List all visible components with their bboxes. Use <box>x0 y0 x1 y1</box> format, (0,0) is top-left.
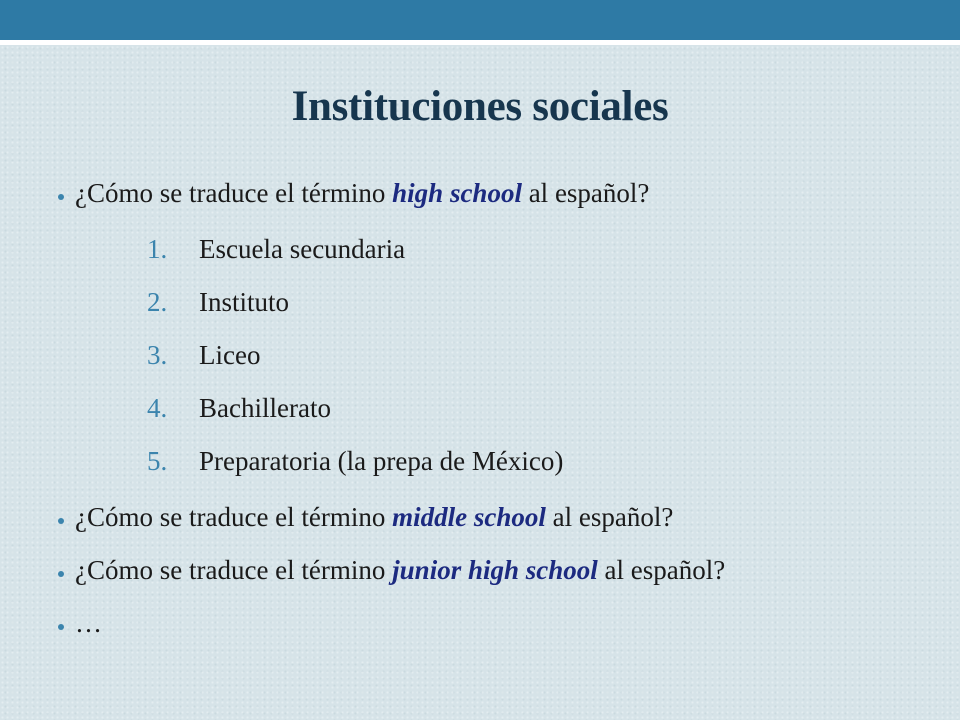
question-prefix: ¿Cómo se traduce el término <box>75 178 393 208</box>
slide-title: Instituciones sociales <box>291 83 669 130</box>
list-item-text: Instituto <box>199 287 290 317</box>
list-item-2 <box>147 287 289 318</box>
question-prefix: ¿Cómo se traduce el término <box>75 555 393 585</box>
question-suffix: al español? <box>521 178 650 208</box>
list-number: 4. <box>147 393 168 423</box>
list-item-1 <box>147 234 405 265</box>
ellipsis-text: … <box>75 608 102 638</box>
list-number: 1. <box>147 234 168 264</box>
list-item-text: Escuela secundaria <box>199 234 406 264</box>
list-item-text: Liceo <box>199 340 261 370</box>
bullet-dot-icon <box>58 624 64 630</box>
list-item-4 <box>147 393 331 424</box>
bullet-dot-icon <box>58 571 64 577</box>
term-high-school: high school <box>392 178 522 208</box>
question-suffix: al español? <box>545 502 674 532</box>
term-junior-high-school: junior high school <box>392 555 598 585</box>
list-number: 2. <box>147 287 168 317</box>
term-middle-school: middle school <box>392 502 546 532</box>
bullet-text <box>75 555 725 586</box>
list-number: 3. <box>147 340 168 370</box>
bullet-text <box>75 502 673 533</box>
list-number: 5. <box>147 446 168 476</box>
bullet-text <box>75 178 649 209</box>
question-suffix: al español? <box>597 555 726 585</box>
list-item-text: Bachillerato <box>199 393 331 423</box>
bullet-dot-icon <box>58 518 64 524</box>
question-prefix: ¿Cómo se traduce el término <box>75 502 393 532</box>
list-item-3 <box>147 340 260 371</box>
list-item-text: Preparatoria (la prepa de México) <box>199 446 564 476</box>
bullet-dot-icon <box>58 194 64 200</box>
list-item-5 <box>147 446 563 477</box>
